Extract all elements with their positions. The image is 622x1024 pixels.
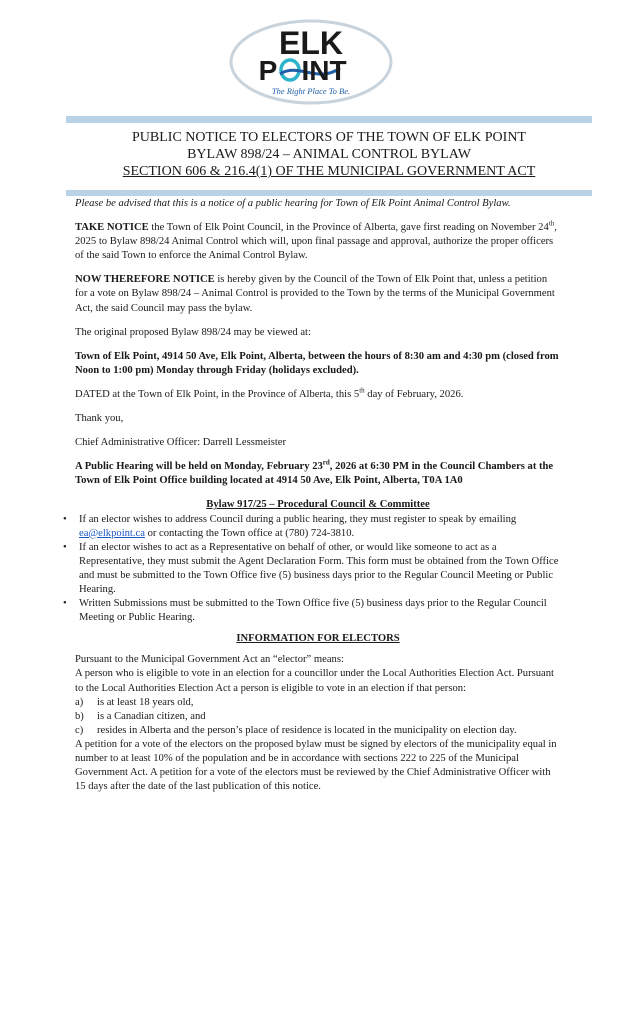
bullet-icon: • bbox=[63, 541, 67, 553]
thanks-line: Thank you, bbox=[75, 413, 124, 425]
intro-paragraph: Please be advised that this is a notice of a public hearing for Town of Elk Point Animal Control Bylaw. bbox=[75, 198, 511, 209]
elector-definition: A person who is eligible to vote in an election for a councillor under the Local Authorities Election Act. Pursuant to the Local Authorities Election Act a person is eligible to vote in an election if that person: bbox=[75, 668, 554, 694]
eligibility-list bbox=[75, 696, 561, 738]
logo-tagline: The Right Place To Be. bbox=[271, 86, 351, 96]
bullet-icon: • bbox=[63, 513, 67, 525]
dated-paragraph: DATED at the Town of Elk Point, in the Province of Alberta, this 5th day of February, 2026. bbox=[75, 386, 464, 400]
list-item: • Written Submissions must be submitted to the Town Office five (5) business days prior to the Regular Council Meeting or Public Hearing. bbox=[63, 598, 547, 624]
notice-title bbox=[66, 129, 592, 180]
list-item: a) is at least 18 years old, bbox=[75, 696, 194, 708]
hearing-paragraph: A Public Hearing will be held on Monday, February 23rd, 2026 at 6:30 PM in the Council Chambers at the Town of Elk Point Office building located at 4914 50 Ave, Elk Point, Alberta, T0A 1A0 bbox=[75, 458, 554, 487]
now-therefore-paragraph: NOW THEREFORE NOTICE is hereby given by the Council of the Town of Elk Point that, unless a petition for a vote on Bylaw 898/24 – Animal Control is provided to the Town by the terms of the Municipal Government Act, the said Council may pass the bylaw. bbox=[75, 274, 555, 314]
list-item: • If an elector wishes to address Council during a public hearing, they must register to speak by emailing ea@elkpoint.ca or contacting the Town office at (780) 724-3810. bbox=[63, 513, 517, 539]
header-band-top bbox=[66, 116, 592, 123]
title-line-1: PUBLIC NOTICE TO ELECTORS OF THE TOWN OF ELK POINT bbox=[132, 130, 526, 145]
list-item: • If an elector wishes to act as a Representative on behalf of other, or would like someone to act as a Representative, they must submit the Agent Declaration Form. This form must be obtained from the Town Office and must be submitted to the Town Office five (5) business days prior to the Regular Council Meeting or Public Hearing. bbox=[63, 541, 559, 595]
elector-definition-intro: Pursuant to the Municipal Government Act an “elector” means: bbox=[75, 654, 344, 666]
logo-word-int: INT bbox=[301, 55, 347, 86]
info-heading: INFORMATION FOR ELECTORS bbox=[236, 633, 400, 645]
signature-line: Chief Administrative Officer: Darrell Lessmeister bbox=[75, 437, 287, 449]
logo-word-p: P bbox=[258, 55, 278, 86]
email-link[interactable]: ea@elkpoint.ca bbox=[79, 527, 145, 539]
logo-word-elk: ELK bbox=[279, 25, 343, 61]
notice-body bbox=[63, 197, 561, 794]
list-item: c) resides in Alberta and the person’s place of residence is located in the municipality on election day. bbox=[75, 724, 517, 736]
list-item: b) is a Canadian citizen, and bbox=[75, 710, 206, 722]
take-notice-lead: TAKE NOTICE bbox=[75, 222, 149, 234]
procedural-heading: Bylaw 917/25 – Procedural Council & Committee bbox=[206, 499, 430, 511]
viewed-at-paragraph: The original proposed Bylaw 898/24 may be viewed at: bbox=[75, 326, 311, 338]
take-notice-paragraph: TAKE NOTICE the Town of Elk Point Council, in the Province of Alberta, gave first reading on November 24th, 2025 to Bylaw 898/24 Animal Control which will, upon final passage and approval, authorize the proper officers of the said Town to enforce the Animal Control Bylaw. bbox=[75, 219, 557, 262]
header-band-bottom bbox=[66, 190, 592, 196]
petition-paragraph: A petition for a vote of the electors on the proposed bylaw must be signed by electors of the municipality equal in number to at least 10% of the population and be in accordance with sections 222 to 225 of the Municipal Government Act. A petition for a vote of the electors must be reviewed by the Chief Administrative Officer with 15 days after the date of the last publication of this notice. bbox=[75, 738, 557, 793]
now-therefore-lead: NOW THEREFORE NOTICE bbox=[75, 274, 215, 286]
elk-point-logo-graphic bbox=[228, 18, 394, 106]
town-logo bbox=[228, 18, 394, 106]
bullet-icon: • bbox=[63, 598, 67, 610]
procedural-list bbox=[61, 513, 561, 626]
title-line-3: SECTION 606 & 216.4(1) OF THE MUNICIPAL GOVERNMENT ACT bbox=[122, 164, 536, 179]
location-paragraph: Town of Elk Point, 4914 50 Ave, Elk Point, Alberta, between the hours of 8:30 am and 4:30 pm (closed from Noon to 1:00 pm) Monday through Friday (holidays excluded). bbox=[75, 350, 559, 376]
title-line-2: BYLAW 898/24 – ANIMAL CONTROL BYLAW bbox=[187, 147, 471, 162]
